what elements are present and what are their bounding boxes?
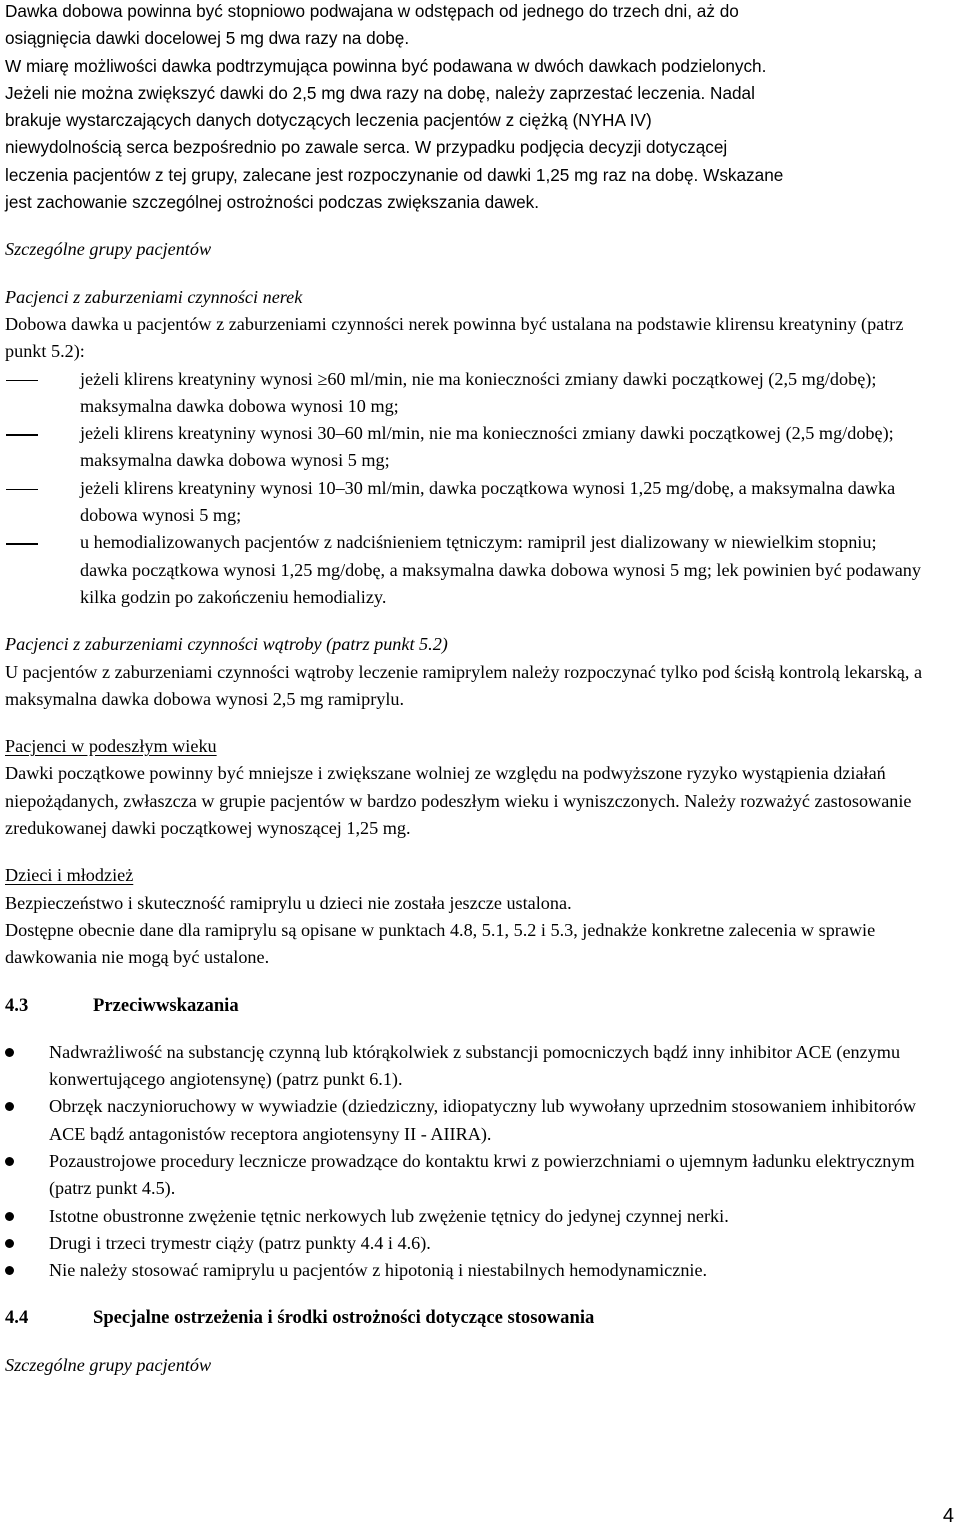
children-heading: Dzieci i młodzież (5, 865, 134, 886)
intro-line: leczenia pacjentów z tej grupy, zalecane jest rozpoczynanie od dawki 1,25 mg raz na dobę. Wskazane (5, 164, 784, 185)
intro-line: brakuje wystarczających danych dotyczących leczenia pacjentów z ciężką (NYHA IV) (5, 110, 652, 131)
document-page (5, 0, 925, 1379)
section-heading-4-4 (5, 1304, 925, 1331)
renal-heading: Pacjenci z zaburzeniami czynności nerek (5, 286, 303, 307)
bullet-icon (5, 1048, 14, 1057)
list-item-text: jeżeli klirens kreatyniny wynosi ≥60 ml/min, nie ma konieczności zmiany dawki początkowej (2,5 mg/dobę); maksymalna dawka dobowa wynosi 10 mg; (80, 368, 877, 416)
section-title: Specjalne ostrzeżenia i środki ostrożności dotyczące stosowania (93, 1307, 595, 1329)
page-number: 4 (942, 1505, 954, 1527)
intro-line: osiągnięcia dawki docelowej 5 mg dwa razy na dobę. (5, 28, 410, 49)
list-item (5, 1148, 925, 1203)
renal-dose-list (5, 366, 925, 612)
list-item-text: jeżeli klirens kreatyniny wynosi 30–60 ml/min, nie ma konieczności zmiany dawki początkowej (2,5 mg/dobę); maksymalna dawka dobowa wynosi 5 mg; (80, 423, 894, 471)
list-item-text: jeżeli klirens kreatyniny wynosi 10–30 ml/min, dawka początkowa wynosi 1,25 mg/dobę, a maksymalna dawka dobowa wynosi 5 mg; (80, 477, 896, 526)
list-item (5, 475, 925, 530)
list-item-text: Istotne obustronne zwężenie tętnic nerkowych lub zwężenie tętnicy do jedynej czynnej nerki. (49, 1205, 729, 1226)
renal-text: Dobowa dawka u pacjentów z zaburzeniami czynności nerek powinna być ustalana na podstawie klirensu kreatyniny (patrz punkt 5.2): (5, 313, 904, 362)
intro-line: Jeżeli nie można zwiększyć dawki do 2,5 mg dwa razy na dobę, należy zaprzestać leczenia. Nadal (5, 82, 755, 103)
special-groups-heading: Szczególne grupy pacjentów (5, 239, 212, 260)
bullet-icon (5, 1239, 14, 1248)
list-item (5, 1203, 925, 1230)
list-item (5, 1230, 925, 1257)
intro-line: Dawka dobowa powinna być stopniowo podwajana w odstępach od jednego do trzech dni, aż do (5, 1, 739, 21)
list-item-text: Nie należy stosować ramiprylu u pacjentów z hipotonią i niestabilnych hemodynamicznie. (49, 1260, 708, 1281)
list-item-text: u hemodializowanych pacjentów z nadciśnieniem tętniczym: ramipril jest dializowany w niewielkim stopniu; dawka początkowa wynosi 1,25 mg/dobę, a maksymalna dawka dobowa wynosi 5 mg; lek powinien być podawany kilka godzin po zakończeniu hemodializy. (80, 532, 921, 607)
special-groups-subheading: Szczególne grupy pacjentów (5, 1354, 212, 1375)
list-item (5, 366, 925, 421)
bullet-icon (5, 1157, 14, 1166)
list-item (5, 1093, 925, 1148)
list-item (5, 529, 925, 611)
bullet-icon (5, 1212, 14, 1221)
elderly-text: Dawki początkowe powinny być mniejsze i zwiększane wolniej ze względu na podwyższone ryzyko wystąpienia działań niepożądanych, zwłaszcza w grupie pacjentów w bardzo podeszłym wieku i wyniszczonych. Należy rozważyć zastosowanie zredukowanej dawki początkowej wynoszącej 1,25 mg. (5, 763, 912, 839)
elderly-heading: Pacjenci w podeszłym wieku (5, 736, 217, 757)
section-heading-4-3 (5, 992, 925, 1019)
hepatic-text: U pacjentów z zaburzeniami czynności wątroby leczenie ramiprylem należy rozpoczynać tylko pod ścisłą kontrolą lekarską, a maksymalna dawka dobowa wynosi 2,5 mg ramiprylu. (5, 661, 923, 709)
children-text-1: Bezpieczeństwo i skuteczność ramiprylu u dzieci nie została jeszcze ustalona. (5, 892, 572, 913)
contraindications-list (5, 1039, 925, 1285)
section-title: Przeciwwskazania (93, 994, 239, 1016)
list-item (5, 420, 925, 475)
intro-paragraph (5, 0, 925, 216)
list-item-text: Obrzęk naczynioruchowy w wywiadzie (dziedziczny, idiopatyczny lub wywołany uprzednim stosowaniem inhibitorów ACE bądź antagonistów receptora angiotensyny II - AIIRA). (49, 1096, 917, 1144)
intro-line: jest zachowanie szczególnej ostrożności podczas zwiększania dawek. (5, 192, 540, 213)
children-text-2: Dostępne obecnie dane dla ramiprylu są opisane w punktach 4.8, 5.1, 5.2 i 5.3, jednakże konkretne zalecenia w sprawie dawkowania nie mogą być ustalone. (5, 919, 876, 968)
intro-line: niewydolnością serca bezpośrednio po zawale serca. W przypadku podjęcia decyzji dotyczącej (5, 137, 728, 158)
bullet-icon (5, 1266, 14, 1275)
list-item-text: Pozaustrojowe procedury lecznicze prowadzące do kontaktu krwi z powierzchniami o ujemnym ładunku elektrycznym (patrz punkt 4.5). (49, 1150, 915, 1199)
list-item (5, 1039, 925, 1094)
section-number: 4.3 (5, 994, 29, 1016)
bullet-icon (5, 1102, 14, 1111)
section-number: 4.4 (5, 1307, 29, 1329)
hepatic-heading: Pacjenci z zaburzeniami czynności wątroby (patrz punkt 5.2) (5, 634, 448, 655)
list-item (5, 1257, 925, 1284)
list-item-text: Drugi i trzeci trymestr ciąży (patrz punkty 4.4 i 4.6). (49, 1232, 431, 1253)
list-item-text: Nadwrażliwość na substancję czynną lub którąkolwiek z substancji pomocniczych bądź inny inhibitor ACE (enzymu konwertującego angiotensynę) (patrz punkt 6.1). (49, 1041, 901, 1090)
intro-line: W miarę możliwości dawka podtrzymująca powinna być podawana w dwóch dawkach podzielonych. (5, 55, 767, 76)
